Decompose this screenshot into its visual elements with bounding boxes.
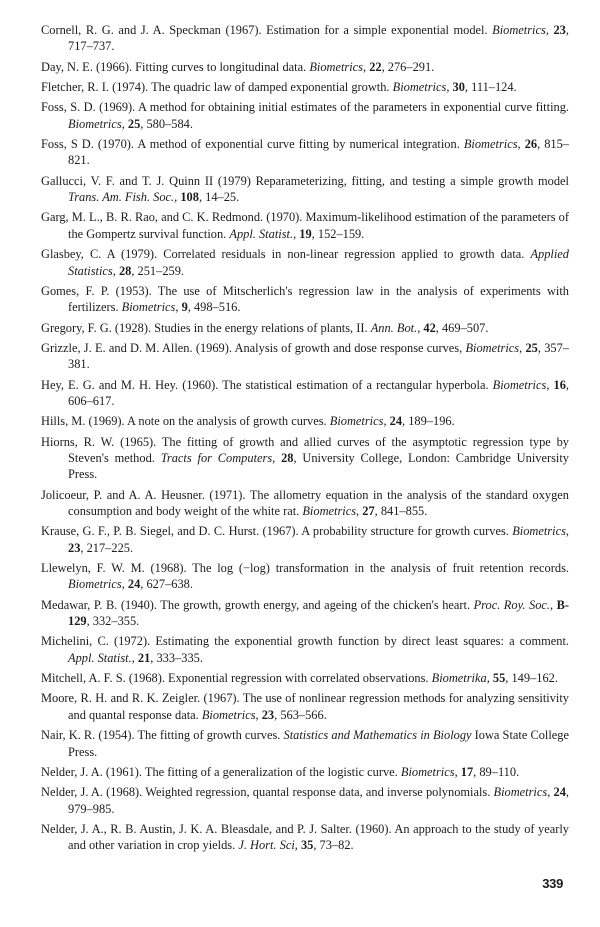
- reference-text: , 332–355.: [86, 614, 140, 629]
- reference-source: Biometrics: [121, 300, 176, 315]
- reference-volume: 42: [423, 320, 436, 335]
- reference-text: ,: [356, 504, 363, 519]
- reference-text: Nelder, J. A. (1968). Weighted regression, quantal response data, and inverse polynomials.: [41, 785, 494, 800]
- reference-text: ,: [550, 597, 557, 612]
- reference-text: , 189–196.: [402, 414, 455, 429]
- reference-text: , 627–638.: [140, 577, 193, 592]
- reference-entry: [41, 377, 569, 410]
- reference-text: Glasbey, C. A (1979). Correlated residuals in non-linear regression applied to growth data.: [41, 247, 531, 262]
- reference-source: Biometrics: [329, 414, 384, 429]
- reference-volume: 9: [181, 300, 188, 315]
- reference-volume: 24: [127, 577, 141, 592]
- reference-text: Llewelyn, F. W. M. (1968). The log (−log) transformation in the analysis of fruit retention records.: [41, 561, 569, 576]
- reference-text: Nelder, J. A. (1961). The fitting of a generalization of the logistic curve.: [41, 764, 401, 779]
- reference-volume: 25: [127, 116, 141, 131]
- reference-source: Biometrics: [68, 577, 122, 592]
- reference-text: , 979–985.: [68, 785, 569, 816]
- reference-volume: 25: [525, 340, 538, 355]
- reference-text: Gregory, F. G. (1928). Studies in the energy relations of plants, II.: [41, 320, 371, 335]
- reference-text: Michelini, C. (1972). Estimating the exponential growth function by direct least squares: a comment.: [41, 634, 569, 649]
- reference-text: ,: [175, 300, 182, 315]
- reference-text: Gallucci, V. F. and T. J. Quinn II (1979) Reparameterizing, fitting, and testing a simple growth model: [41, 173, 569, 188]
- reference-entry: [41, 633, 569, 666]
- reference-volume: 28: [118, 263, 132, 278]
- reference-entry: [41, 821, 569, 854]
- reference-volume: 23: [68, 540, 81, 555]
- reference-volume: B-129: [68, 597, 569, 629]
- reference-volume: 19: [299, 226, 312, 241]
- reference-entry: [41, 173, 569, 206]
- reference-text: ,: [486, 671, 493, 686]
- reference-source: Ann. Bot.: [370, 320, 418, 335]
- reference-text: , 717–737.: [68, 23, 569, 54]
- reference-source: Biometrics: [201, 707, 256, 722]
- reference-entry: [41, 136, 569, 169]
- reference-source: Biometrics: [302, 504, 357, 519]
- reference-entry: [41, 79, 569, 95]
- reference-entry: [41, 487, 569, 520]
- reference-volume: 55: [492, 671, 506, 686]
- reference-text: , 469–507.: [435, 320, 489, 335]
- reference-text: ,: [121, 577, 128, 592]
- reference-text: , University College, London: Cambridge University Press.: [68, 450, 569, 482]
- reference-text: , 111–124.: [464, 80, 517, 94]
- reference-text: , 152–159.: [311, 226, 365, 241]
- reference-text: Nelder, J. A., R. B. Austin, J. K. A. Bleasdale, and P. J. Salter. (1960). An approach to the study of yearly and other variation in crop yields.: [41, 821, 569, 853]
- reference-source: Proc. Roy. Soc.: [473, 597, 550, 612]
- reference-source: Biometrics: [512, 524, 566, 539]
- reference-text: ,: [519, 340, 526, 355]
- reference-text: Moore, R. H. and R. K. Zeigler. (1967). The use of nonlinear regression methods for analyzing sensitivity and quantal response data.: [41, 691, 569, 722]
- reference-volume: 21: [137, 650, 151, 665]
- reference-entry: [41, 764, 569, 780]
- reference-entry: [41, 597, 569, 630]
- reference-text: , 14–25.: [198, 190, 240, 205]
- reference-text: , 89–110.: [473, 764, 520, 779]
- reference-source: Biometrics: [392, 80, 447, 94]
- reference-text: , 217–225.: [80, 540, 134, 555]
- reference-text: Iowa State College Press.: [68, 728, 569, 759]
- reference-text: Hey, E. G. and M. H. Hey. (1960). The statistical estimation of a rectangular hyperbola.: [41, 377, 493, 392]
- reference-text: Grizzle, J. E. and D. M. Allen. (1969). Analysis of growth and dose response curves,: [41, 340, 466, 355]
- reference-text: Gomes, F. P. (1953). The use of Mitscherlich's regression law in the analysis of experiments with fertilizers.: [41, 283, 569, 315]
- reference-text: ,: [363, 59, 370, 74]
- reference-text: Nair, K. R. (1954). The fitting of growth curves.: [41, 728, 284, 743]
- reference-text: Medawar, P. B. (1940). The growth, growth energy, and ageing of the chicken's heart.: [41, 597, 474, 612]
- reference-text: ,: [112, 263, 119, 278]
- reference-text: , 73–82.: [313, 838, 354, 853]
- reference-text: , 276–291.: [381, 59, 435, 74]
- reference-text: Jolicoeur, P. and A. A. Heusner. (1971). The allometry equation in the analysis of the standard oxygen consumption and body weight of the white rat.: [41, 487, 569, 519]
- reference-text: ,: [546, 377, 554, 392]
- reference-entry: [41, 434, 569, 483]
- reference-text: ,: [547, 785, 554, 800]
- reference-entry: [41, 413, 569, 429]
- reference-text: ,: [417, 320, 424, 335]
- reference-entry: [41, 99, 569, 132]
- reference-text: Day, N. E. (1966). Fitting curves to longitudinal data.: [41, 59, 310, 74]
- reference-text: , 580–584.: [140, 116, 193, 131]
- reference-text: ,: [446, 80, 453, 94]
- reference-text: Foss, S D. (1970). A method of exponential curve fitting by numerical integration.: [41, 137, 464, 151]
- reference-entry: [41, 560, 569, 593]
- reference-source: Appl. Statist.: [68, 650, 132, 665]
- reference-entry: [41, 340, 569, 373]
- reference-text: , 606–617.: [68, 377, 569, 408]
- reference-volume: 23: [553, 23, 566, 37]
- reference-source: Biometrics: [309, 59, 363, 74]
- reference-entry: [41, 320, 569, 336]
- reference-volume: 35: [300, 838, 314, 853]
- reference-text: , 841–855.: [374, 504, 428, 519]
- reference-text: ,: [565, 524, 569, 539]
- reference-text: Cornell, R. G. and J. A. Speckman (1967). Estimation for a simple exponential model.: [41, 23, 493, 37]
- reference-source: Tracts for Computers: [160, 450, 273, 465]
- reference-text: Fletcher, R. I. (1974). The quadric law of damped exponential growth.: [41, 80, 393, 94]
- reference-entry: [41, 22, 569, 55]
- reference-volume: 26: [524, 137, 538, 151]
- reference-text: ,: [272, 450, 282, 465]
- reference-volume: 27: [362, 504, 375, 519]
- reference-volume: 24: [553, 785, 566, 800]
- reference-source: Applied Statistics: [68, 247, 569, 278]
- reference-volume: 22: [369, 59, 382, 74]
- reference-entry: [41, 59, 569, 75]
- reference-entry: [41, 283, 569, 316]
- reference-text: Mitchell, A. F. S. (1968). Exponential regression with correlated observations.: [41, 671, 432, 686]
- reference-text: Hiorns, R. W. (1965). The fitting of growth and allied curves of the asymptotic regression type by Steven's method.: [41, 434, 569, 465]
- reference-source: Biometrics: [492, 23, 546, 37]
- reference-list: [41, 22, 569, 858]
- reference-volume: 16: [553, 377, 566, 392]
- reference-text: , 563–566.: [274, 707, 327, 722]
- reference-text: ,: [255, 707, 262, 722]
- reference-volume: 108: [180, 190, 199, 205]
- reference-source: Biometrics: [400, 764, 455, 779]
- reference-text: ,: [383, 414, 390, 429]
- reference-source: Biometrics: [68, 116, 122, 131]
- reference-volume: 24: [389, 414, 403, 429]
- reference-text: , 815–821.: [68, 137, 570, 168]
- reference-text: ,: [545, 23, 554, 37]
- reference-text: Krause, G. F., P. B. Siegel, and D. C. Hurst. (1967). A probability structure for growth curves.: [41, 524, 513, 539]
- reference-source: Biometrics: [465, 340, 520, 355]
- reference-entry: [41, 727, 569, 760]
- reference-entry: [41, 690, 569, 723]
- reference-source: J. Hort. Sci: [238, 838, 295, 853]
- reference-text: , 357–381.: [68, 340, 569, 372]
- reference-text: ,: [293, 226, 300, 241]
- reference-entry: [41, 670, 569, 686]
- reference-text: Foss, S. D. (1969). A method for obtaining initial estimates of the parameters in exponential curve fitting.: [41, 100, 569, 115]
- reference-entry: [41, 784, 569, 817]
- reference-text: ,: [174, 190, 181, 205]
- reference-volume: 30: [452, 80, 465, 94]
- reference-source: Biometrics: [492, 377, 547, 392]
- reference-text: ,: [294, 838, 301, 853]
- reference-volume: 28: [281, 450, 294, 465]
- reference-entry: [41, 246, 569, 279]
- reference-volume: 23: [261, 707, 275, 722]
- reference-source: Biometrika: [431, 671, 487, 686]
- reference-text: , 251–259.: [131, 263, 185, 278]
- reference-text: Garg, M. L., B. R. Rao, and C. K. Redmond. (1970). Maximum-likelihood estimation of the parameters of the Gompertz survival function.: [41, 210, 569, 241]
- page-number: 339: [542, 876, 563, 891]
- reference-text: ,: [131, 650, 138, 665]
- reference-source: Statistics and Mathematics in Biology: [283, 728, 472, 743]
- reference-text: ,: [517, 137, 525, 151]
- reference-text: Hills, M. (1969). A note on the analysis of growth curves.: [41, 414, 330, 429]
- reference-source: Trans. Am. Fish. Soc.: [68, 190, 175, 205]
- reference-entry: [41, 209, 569, 242]
- reference-text: , 498–516.: [187, 300, 241, 315]
- reference-text: , 149–162.: [505, 671, 558, 686]
- reference-volume: 17: [460, 764, 474, 779]
- reference-source: Appl. Statist.: [229, 226, 294, 241]
- reference-entry: [41, 523, 569, 556]
- reference-source: Biometrics: [493, 785, 548, 800]
- reference-source: Biometrics: [463, 137, 518, 151]
- reference-text: ,: [454, 764, 461, 779]
- reference-text: ,: [121, 116, 128, 131]
- reference-text: , 333–335.: [150, 650, 203, 665]
